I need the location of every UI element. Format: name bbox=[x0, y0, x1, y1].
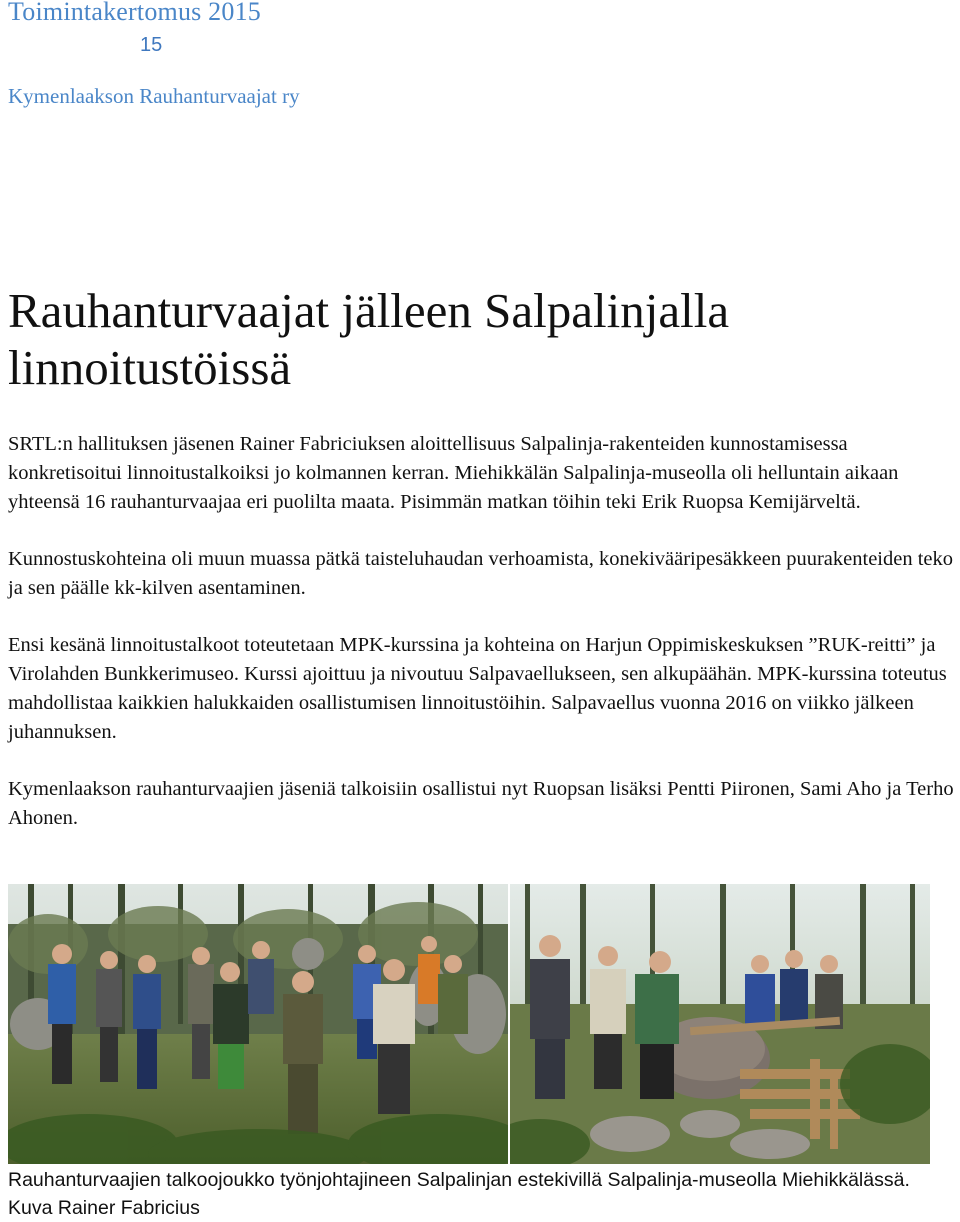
organization-name: Kymenlaakson Rauhanturvaajat ry bbox=[8, 84, 300, 108]
group-photo bbox=[8, 884, 508, 1164]
paragraph: Kunnostuskohteina oli muun muassa pätkä taisteluhaudan verhoamista, konekivääripesäkkeen puurakenteiden teko ja sen päälle kk-kilven asentaminen. bbox=[8, 548, 954, 599]
paragraph: Ensi kesänä linnoitustalkoot toteutetaan MPK-kurssina ja kohteina on Harjun Oppimiskeskuksen ”RUK-reitti” ja Virolahden Bunkkerimuseo. Kurssi ajoittuu ja nivoutuu Salpavaellukseen, sen alkupäähän. MPK-kurssina toteutus mahdollistaa kaikkien halukkaiden osallistumisen linnoitustöihin. Salpavaellus vuonna 2016 on viikko jälkeen juhannuksen. bbox=[8, 634, 947, 743]
paragraph: Kymenlaakson rauhanturvaajien jäseniä talkoisiin osallistui nyt Ruopsan lisäksi Pentti Piironen, Sami Aho ja Terho Ahonen. bbox=[8, 778, 954, 829]
photo-strip bbox=[8, 884, 930, 1164]
article-headline: Rauhanturvaajat jälleen Salpalinjalla linnoitustöissä bbox=[8, 283, 730, 395]
report-title: Toimintakertomus 2015 bbox=[8, 0, 261, 26]
work-photo bbox=[510, 884, 930, 1164]
paragraph: SRTL:n hallituksen jäsenen Rainer Fabriciuksen aloittellisuus Salpalinja-rakenteiden kunnostamisessa konkretisoitui linnoitustalkoiksi jo kolmannen kerran. Miehikkälän Salpalinja-museolla oli helluntain aikaan yhteensä 16 rauhanturvaajaa eri puolilta maata. Pisimmän matkan töihin teki Erik Ruopsa Kemijärveltä. bbox=[8, 433, 899, 513]
photo-caption: Rauhanturvaajien talkoojoukko työnjohtajineen Salpalinjan estekivillä Salpalinja-museolla Miehikkälässä. Kuva Rainer Fabricius bbox=[8, 1169, 910, 1219]
article-body bbox=[8, 430, 960, 861]
page-number: 15 bbox=[140, 34, 163, 56]
